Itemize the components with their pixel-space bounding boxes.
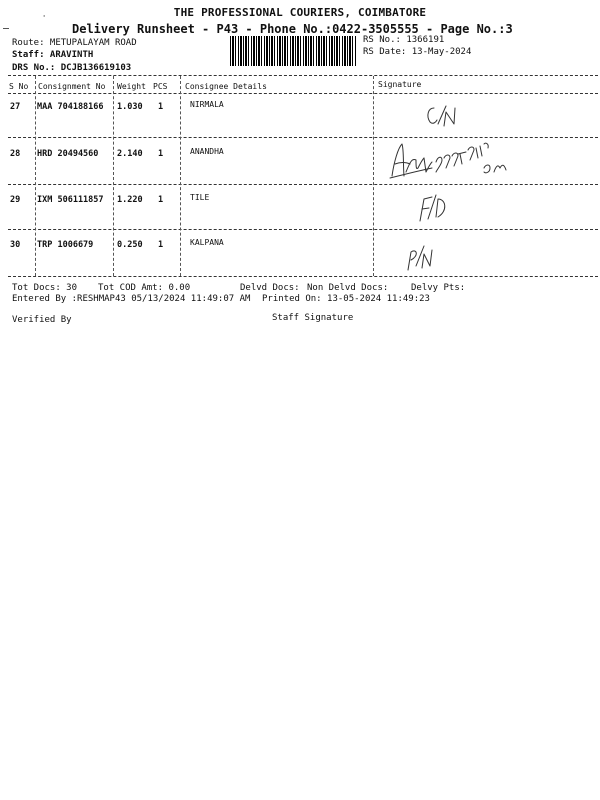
row-weight: 2.140 [117,149,143,159]
row-consignment: HRD 20494560 [37,149,99,159]
drs-number: DRS No.: DCJB136619103 [12,63,132,73]
delivered-docs: Delvd Docs: [240,283,300,293]
col-header-pcs: PCS [153,82,168,91]
row-pcs: 1 [158,240,164,250]
row-pcs: 1 [158,149,164,159]
column-separator [180,76,181,276]
delivery-points: Delvy Pts: [411,283,466,293]
col-header-sno: S No [9,82,29,91]
handwritten-signature [424,100,460,130]
row-sno: 27 [10,102,21,112]
col-header-signature: Signature [378,80,422,89]
row-consignment: MAA 704188166 [37,102,104,112]
row-sno: 28 [10,149,21,159]
runsheet-subtitle: Delivery Runsheet - P43 - Phone No.:0422-3505555 - Page No.:3 [72,22,513,36]
row-pcs: 1 [158,195,164,205]
col-header-consignee: Consignee Details [185,82,267,91]
total-cod-amount: Tot COD Amt: 0.00 [98,283,191,293]
stray-mark [3,28,9,29]
row-weight: 0.250 [117,240,143,250]
handwritten-signature [414,191,450,225]
handwritten-signature [386,138,522,184]
column-separator [35,76,36,276]
row-consignee: ANANDHA [190,147,224,156]
staff-signature-label: Staff Signature [272,313,354,323]
rs-date: RS Date: 13-May-2024 [363,47,472,57]
barcode [230,36,356,66]
column-separator [113,76,114,276]
column-separator [373,76,374,276]
row-divider [8,229,598,230]
row-pcs: 1 [158,102,164,112]
route-label: Route: METUPALAYAM ROAD [12,38,137,48]
row-weight: 1.220 [117,195,143,205]
printed-on: Printed On: 13-05-2024 11:49:23 [262,294,430,304]
row-consignment: IXM 506111857 [37,195,104,205]
rs-number: RS No.: 1366191 [363,35,445,45]
row-weight: 1.030 [117,102,143,112]
table-bottom-divider [8,276,598,277]
handwritten-signature [402,240,438,274]
total-docs: Tot Docs: 30 [12,283,78,293]
header-divider [8,75,598,76]
row-consignee: NIRMALA [190,100,224,109]
row-sno: 29 [10,195,21,205]
row-consignment: TRP 1006679 [37,240,94,250]
staff-label: Staff: ARAVINTH [12,50,94,60]
verified-by-label: Verified By [12,315,72,325]
col-header-weight: Weight [117,82,146,91]
row-sno: 30 [10,240,21,250]
non-delivered-docs: Non Delvd Docs: [307,283,389,293]
entered-by: Entered By :RESHMAP43 05/13/2024 11:49:07 AM [12,294,251,304]
col-header-consignment: Consignment No [38,82,106,91]
row-consignee: KALPANA [190,238,224,247]
company-title: THE PROFESSIONAL COURIERS, COIMBATORE [173,6,427,19]
stray-mark: ' [42,14,47,22]
column-header-divider [8,93,598,94]
row-divider [8,184,598,185]
row-consignee: TILE [190,193,210,202]
